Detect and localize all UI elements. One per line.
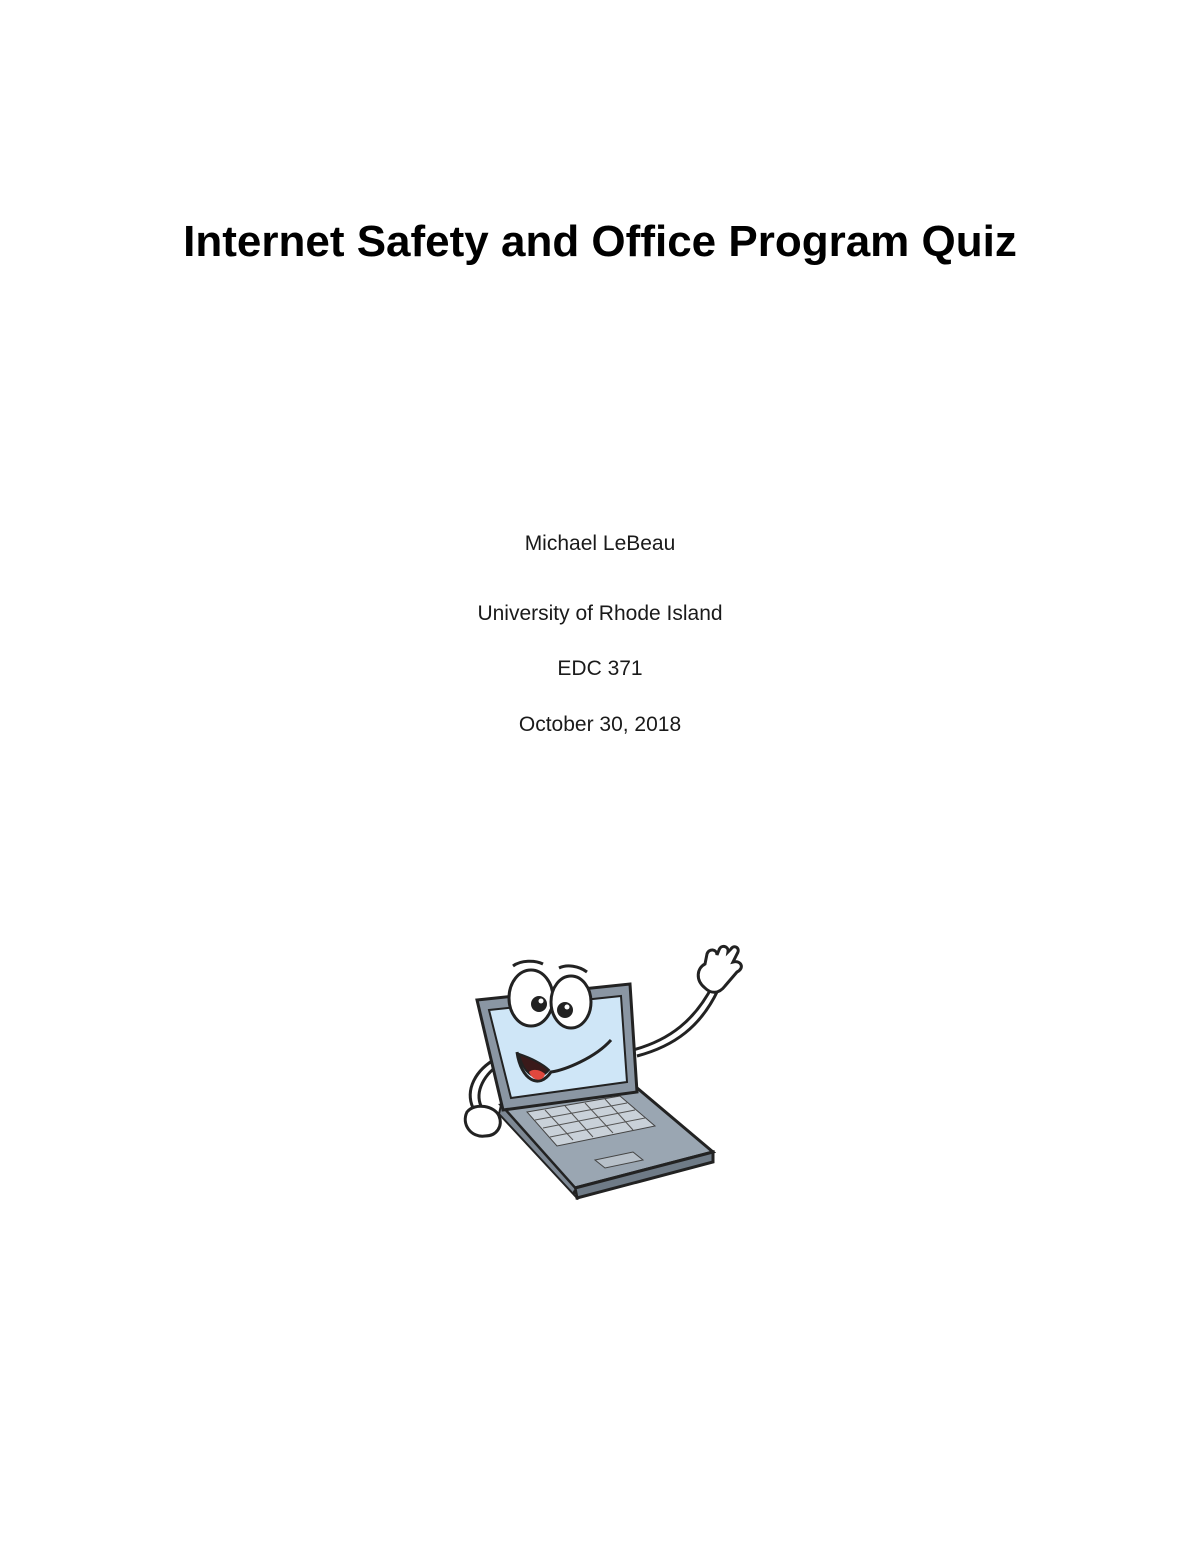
document-title: Internet Safety and Office Program Quiz [183, 217, 1017, 266]
institution-name: University of Rhode Island [477, 602, 723, 625]
author-name: Michael LeBeau [524, 532, 676, 555]
document-date: October 30, 2018 [518, 713, 682, 736]
course-code: EDC 371 [557, 657, 643, 680]
waving-laptop-cartoon-icon [455, 940, 745, 1200]
